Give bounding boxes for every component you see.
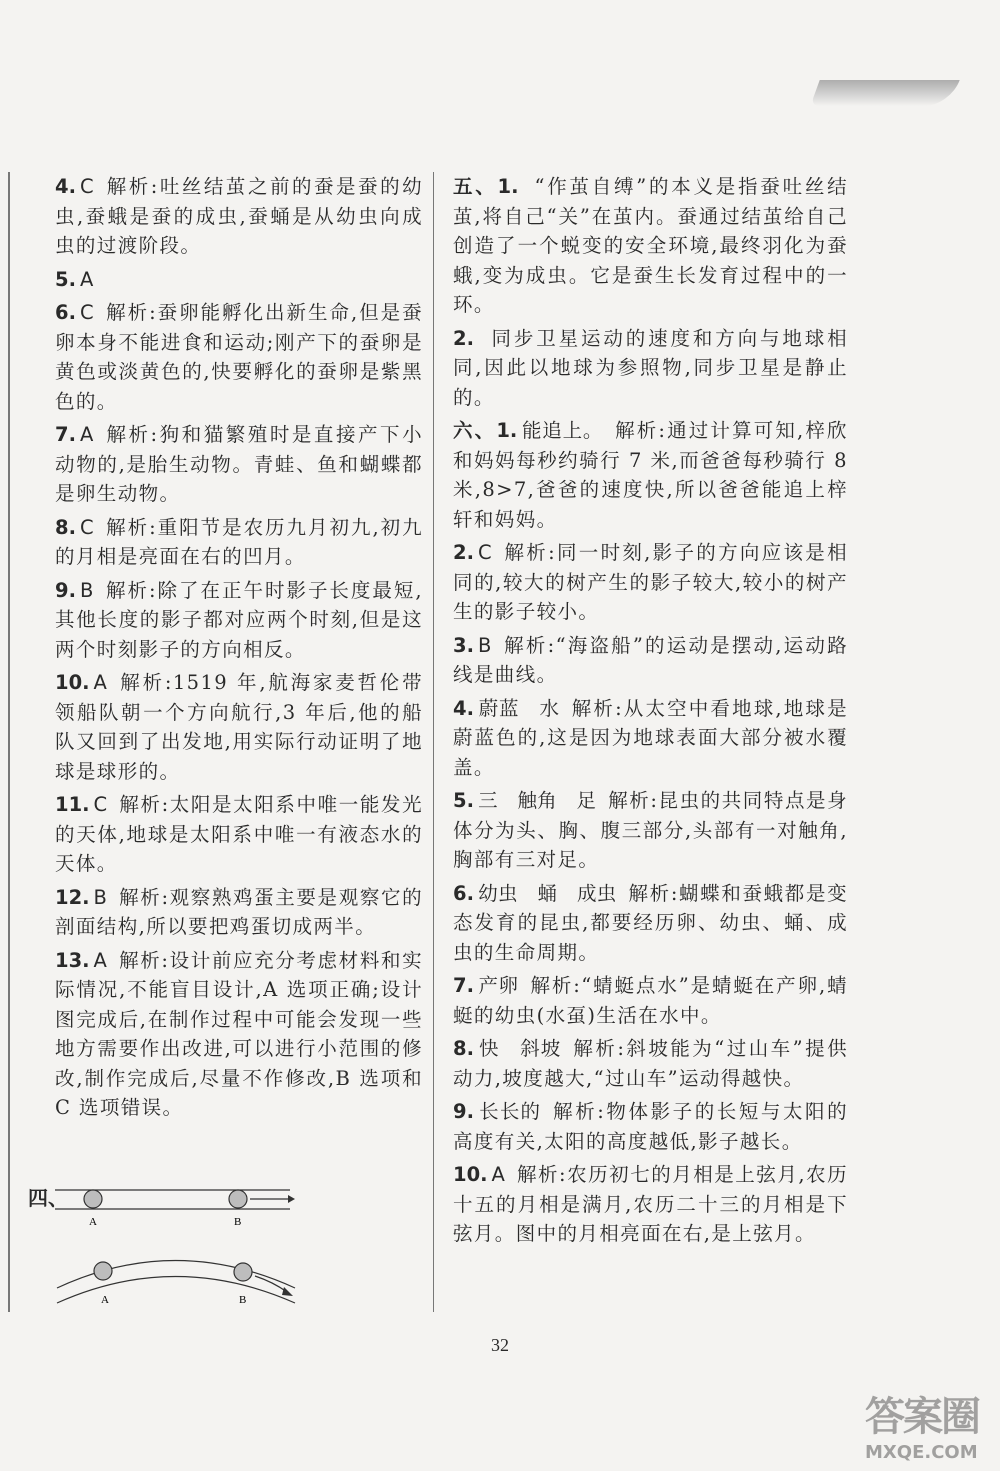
watermark — [865, 1385, 990, 1463]
answer-num: 10. — [453, 1163, 488, 1186]
answer-num: 1. — [496, 419, 518, 442]
answer-item — [55, 668, 423, 786]
answer-num: 1. — [497, 175, 519, 198]
answer-item — [453, 416, 848, 534]
answer-num: 7. — [55, 423, 76, 446]
left-margin-line — [8, 172, 10, 1312]
answer-answer: A — [79, 423, 94, 446]
answer-answer: A — [491, 1163, 505, 1186]
answer-text: :太阳是太阳系中唯一能发光的天体,地球是太阳系中唯一有液态水的天体。 — [55, 793, 423, 875]
answer-label: 解析 — [573, 1037, 618, 1060]
answer-num: 3. — [453, 633, 474, 657]
answer-answer: C — [79, 301, 94, 324]
answer-sec: 六、 — [453, 419, 497, 442]
answer-item — [453, 324, 848, 413]
answer-item — [453, 879, 848, 968]
answer-answer: A — [93, 948, 107, 972]
answer-num: 11. — [55, 793, 90, 816]
answer-answer: A — [93, 671, 107, 694]
label-b-curve: B — [239, 1294, 247, 1306]
answer-text: :除了在正午时影子长度最短,其他长度的影子都对应两个时刻,但是这两个时刻影子的方向相反。 — [55, 578, 423, 661]
answer-label: 解析 — [530, 974, 574, 997]
straight-line-motion — [55, 1190, 295, 1228]
answer-text: :观察熟鸡蛋主要是观察它的剖面结构,所以要把鸡蛋切成两半。 — [55, 885, 423, 938]
answer-num: 10. — [55, 671, 90, 694]
answer-label: 解析 — [105, 423, 151, 446]
answer-label: 解析 — [516, 1163, 560, 1186]
answer-answer: B — [93, 885, 107, 909]
answer-num: 4. — [453, 696, 474, 720]
answer-item — [453, 1160, 848, 1249]
answer-item — [55, 265, 423, 295]
left-column — [55, 172, 423, 1127]
answer-text: :“蜻蜓点水”是蜻蜓在产卵,蜻蜓的幼虫(水虿)生活在水中。 — [453, 974, 848, 1027]
answer-answer: C — [79, 515, 94, 539]
answer-num: 6. — [453, 881, 474, 905]
ball-a-straight — [84, 1190, 102, 1208]
answer-num: 7. — [453, 974, 474, 997]
answer-item — [453, 786, 848, 875]
answer-num: 6. — [55, 301, 76, 324]
column-divider — [433, 172, 434, 1312]
answer-answer: 幼虫 蛹 成虫 — [477, 881, 617, 905]
answer-label: 解析 — [503, 633, 548, 657]
answer-item — [55, 172, 423, 261]
answer-label: 解析 — [553, 1100, 598, 1123]
watermark-logo: 答案圈 — [865, 1394, 979, 1440]
curved-line-motion — [57, 1261, 295, 1307]
answer-item — [55, 298, 423, 416]
answer-num: 4. — [55, 175, 76, 198]
answer-item — [55, 513, 423, 572]
answer-num: 2. — [453, 326, 474, 350]
answer-text: :设计前应充分考虑材料和实际情况,不能盲目设计,A 选项正确;设计图完成后,在制作过程中可能会发现一些地方需要作出改进,可以进行小范围的修改,制作完成后,尽量不作修改,B 选项和 C 选项错误。 — [55, 948, 423, 1119]
answer-item — [55, 883, 423, 942]
answer-text: :重阳节是农历九月初九,初九的月相是亮面在右的凹月。 — [55, 515, 423, 568]
label-a-straight: A — [89, 1216, 97, 1228]
answer-answer: 三 触角 足 — [477, 789, 597, 812]
answer-num: 5. — [55, 267, 76, 291]
answer-answer: C — [79, 175, 94, 198]
ball-b-straight — [229, 1190, 247, 1208]
answer-answer: A — [79, 267, 94, 291]
answer-label: 解析 — [105, 515, 150, 539]
answer-text: :“海盗船”的运动是摆动,运动路线是曲线。 — [453, 633, 848, 686]
ball-a-curve — [94, 1262, 112, 1280]
answer-text: :蚕卵能孵化出新生命,但是蚕卵本身不能进食和运动;刚产下的蚕卵是黄色或淡黄色的,快要孵化的蚕卵是紫黑色的。 — [55, 301, 423, 413]
answer-answer: 能追上。 — [521, 419, 604, 442]
answer-text: :斜坡能为“过山车”提供动力,坡度越大,“过山车”运动得越快。 — [453, 1037, 848, 1090]
answer-label: 解析 — [608, 789, 651, 812]
answer-num: 9. — [55, 578, 76, 602]
answer-label: 解析 — [118, 948, 162, 972]
answer-text: :昆虫的共同特点是身体分为头、胸、腹三部分,头部有一对触角,胸部有三对足。 — [453, 789, 848, 871]
answer-num: 9. — [453, 1100, 474, 1123]
answer-item — [453, 694, 848, 783]
right-column — [453, 172, 848, 1253]
answer-num: 5. — [453, 789, 474, 812]
answer-text: :物体影子的长短与太阳的高度有关,太阳的高度越低,影子越长。 — [453, 1100, 848, 1153]
answer-item — [55, 576, 423, 665]
answer-answer: C — [477, 541, 492, 564]
answer-text: 同步卫星运动的速度和方向与地球相同,因此以地球为参照物,同步卫星是静止的。 — [453, 326, 848, 409]
label-a-curve: A — [101, 1294, 109, 1306]
answer-item — [55, 420, 423, 509]
answer-answer: B — [477, 633, 492, 657]
answer-text: :吐丝结茧之前的蚕是蚕的幼虫,蚕蛾是蚕的成虫,蚕蛹是从幼虫向成虫的过渡阶段。 — [55, 175, 423, 257]
answer-text: :蝴蝶和蚕蛾都是变态发育的昆虫,都要经历卵、幼虫、蛹、成虫的生命周期。 — [453, 881, 848, 964]
answer-num: 12. — [55, 885, 90, 909]
answer-label: 解析 — [628, 881, 671, 905]
answer-item — [453, 172, 848, 320]
answer-item — [55, 790, 423, 879]
answer-num: 8. — [453, 1037, 474, 1060]
answer-item — [453, 1034, 848, 1093]
answer-text: :农历初七的月相是上弦月,农历十五的月相是满月,农历二十三的月相是下弦月。图中的月相亮面在右,是上弦月。 — [453, 1163, 848, 1245]
ball-b-curve — [234, 1263, 252, 1281]
answer-num: 2. — [453, 541, 474, 564]
section-four-title: 四、 — [28, 1186, 68, 1210]
answer-answer: C — [93, 793, 108, 816]
answer-item — [453, 538, 848, 627]
answer-sec: 五、 — [453, 175, 498, 198]
answer-item — [453, 971, 848, 1030]
answer-text: :通过计算可知,梓欣和妈妈每秒约骑行 7 米,而爸爸每秒骑行 8 米,8>7,爸爸的速度快,所以爸爸能追上梓轩和妈妈。 — [453, 419, 848, 531]
answer-label: 解析 — [571, 696, 616, 720]
page-number: 32 — [491, 1335, 509, 1355]
scan-corner-mark — [810, 80, 959, 106]
answer-answer: 蔚蓝 水 — [477, 696, 560, 720]
answer-label: 解析 — [105, 578, 149, 602]
answer-answer: B — [79, 578, 94, 602]
answer-text: “作茧自缚”的本义是指蚕吐丝结茧,将自己“关”在茧内。蚕通过结茧给自己创造了一个蜕变的安全环境,最终羽化为蚕蛾,变为成虫。它是蚕生长发育过程中的一环。 — [453, 175, 848, 316]
answer-item — [453, 1097, 848, 1156]
answer-answer: 产卵 — [477, 974, 519, 997]
answer-item — [453, 631, 848, 690]
answer-answer: 长长的 — [477, 1100, 542, 1123]
answer-label: 解析 — [118, 671, 165, 694]
answer-answer: 快 斜坡 — [477, 1037, 562, 1060]
watermark-url: MXQE.COM — [865, 1442, 978, 1463]
label-b-straight: B — [234, 1216, 242, 1228]
answer-label: 解析 — [105, 301, 150, 324]
answer-text: :狗和猫繁殖时是直接产下小动物的,是胎生动物。青蛙、鱼和蝴蝶都是卵生动物。 — [55, 423, 423, 505]
answer-num: 8. — [55, 515, 76, 539]
answer-label: 解析 — [615, 419, 659, 442]
answer-text: :同一时刻,影子的方向应该是相同的,较大的树产生的影子较大,较小的树产生的影子较小。 — [453, 541, 848, 623]
answer-label: 解析 — [503, 541, 549, 564]
motion-diagram — [55, 1178, 315, 1308]
answer-label: 解析 — [118, 885, 162, 909]
answer-item — [55, 946, 423, 1123]
answer-num: 13. — [55, 948, 90, 972]
answer-text: :1519 年,航海家麦哲伦带领船队朝一个方向航行,3 年后,他的船队又回到了出发地,用实际行动证明了地球是球形的。 — [55, 671, 423, 783]
answer-text: :从太空中看地球,地球是蔚蓝色的,这是因为地球表面大部分被水覆盖。 — [453, 696, 848, 779]
answer-label: 解析 — [119, 793, 162, 816]
answer-label: 解析 — [105, 175, 151, 198]
